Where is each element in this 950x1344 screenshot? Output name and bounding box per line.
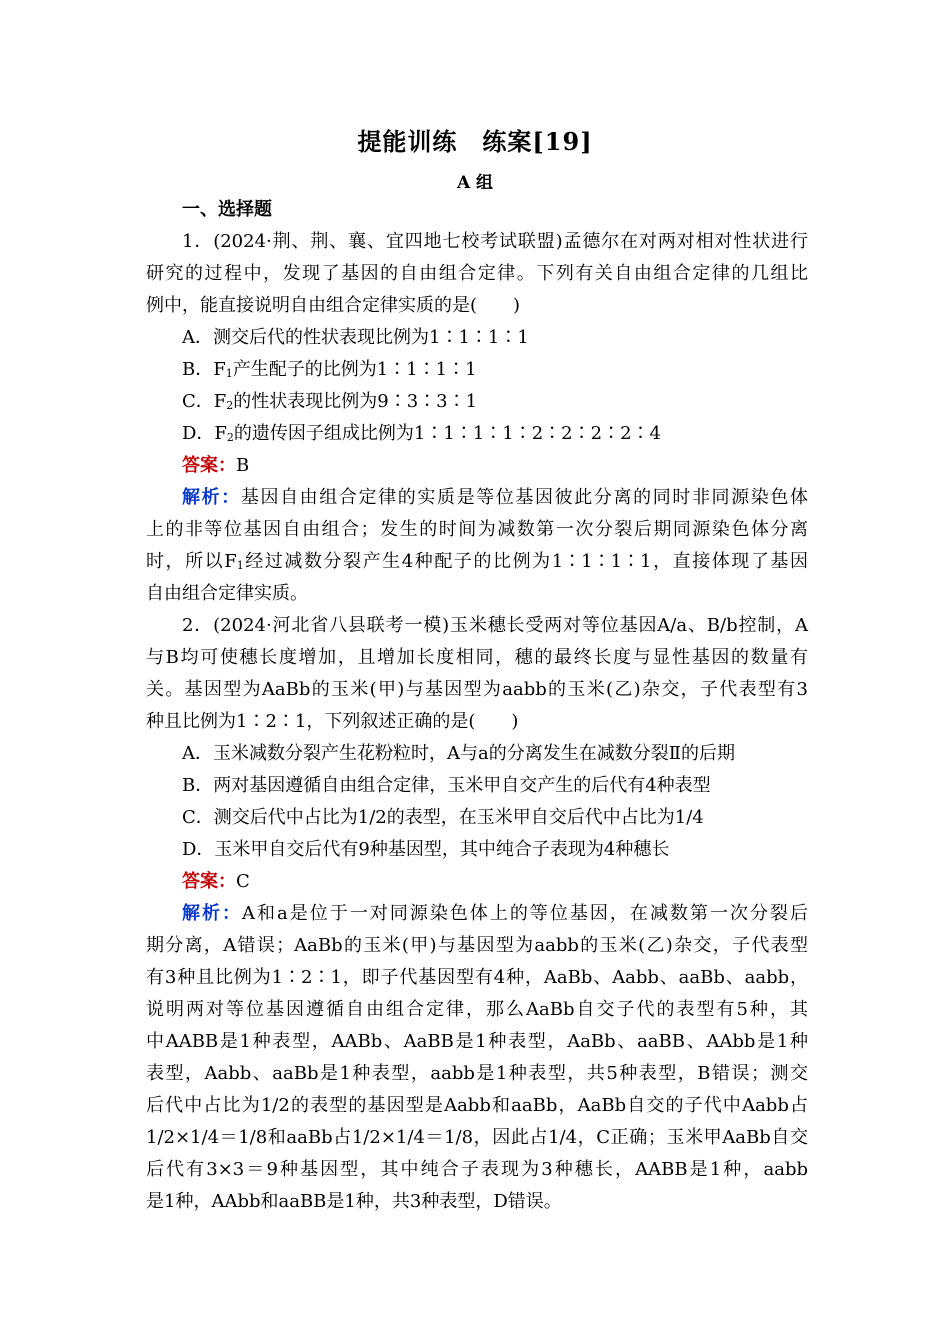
q2-explanation-line-4: 说明两对等位基因遵循自由组合定律，那么AaBb自交子代的表型有5种，其 bbox=[146, 999, 808, 1020]
q1-option-b-post: 产生配子的比例为1∶1∶1∶1 bbox=[232, 359, 477, 380]
q2-explanation-label: 解析： bbox=[182, 903, 243, 924]
section-heading: 一、选择题 bbox=[182, 199, 272, 220]
q1-explanation-text-3a: 时，所以F bbox=[146, 551, 237, 572]
q1-stem-line-2: 研究的过程中，发现了基因的自由组合定律。下列有关自由组合定律的几组比 bbox=[146, 263, 808, 284]
page-title: 提能训练 练案[19] bbox=[357, 127, 593, 156]
q1-option-a: A．测交后代的性状表现比例为1∶1∶1∶1 bbox=[182, 327, 529, 348]
q1-explanation-text-3b: 经过减数分裂产生4种配子的比例为1∶1∶1∶1，直接体现了基因 bbox=[243, 551, 808, 572]
q1-option-c-pre: C．F bbox=[182, 391, 227, 412]
q2-explanation-line-10: 是1种，AAbb和aaBB是1种，共3种表型，D错误。 bbox=[146, 1191, 562, 1212]
q2-option-a: A．玉米减数分裂产生花粉粒时，A与a的分离发生在减数分裂Ⅱ的后期 bbox=[182, 743, 735, 764]
q1-explanation-line-1 bbox=[146, 482, 808, 514]
q2-answer-value: C bbox=[236, 871, 250, 892]
q2-stem-line-1: 2．(2024·河北省八县联考一模)玉米穗长受两对等位基因A/a、B/b控制，A bbox=[182, 615, 808, 636]
q1-option-b-sub: 1 bbox=[225, 367, 233, 380]
q2-stem-line-3: 关。基因型为AaBb的玉米(甲)与基因型为aabb的玉米(乙)杂交，子代表型有3 bbox=[146, 679, 808, 700]
q2-option-c: C．测交后代中占比为1/2的表型，在玉米甲自交后代中占比为1/4 bbox=[182, 807, 704, 828]
q1-stem-line-3: 例中，能直接说明自由组合定律实质的是( ) bbox=[146, 295, 521, 316]
q1-explanation-text-1: 基因自由组合定律的实质是等位基因彼此分离的同时非同源染色体 bbox=[240, 487, 809, 508]
q2-explanation-line-2: 期分离，A错误；AaBb的玉米(甲)与基因型为aabb的玉米(乙)杂交，子代表型 bbox=[146, 935, 808, 956]
q1-option-d-post: 的遗传因子组成比例为1∶1∶1∶1∶2∶2∶2∶2∶4 bbox=[233, 423, 661, 444]
q2-explanation-line-8: 1/2×1/4＝1/8和aaBb占1/2×1/4＝1/8，因此占1/4，C正确；玉米甲AaBb自交 bbox=[146, 1127, 808, 1148]
q1-option-b bbox=[146, 354, 808, 386]
q1-stem-line-1: 1．(2024·荆、荆、襄、宜四地七校考试联盟)孟德尔在对两对相对性状进行 bbox=[182, 231, 808, 252]
document-body bbox=[146, 194, 808, 1218]
q2-explanation-line-6: 表型，Aabb、aaBb是1种表型，aabb是1种表型，共5种表型，B错误；测交 bbox=[146, 1063, 808, 1084]
q1-option-c-sub: 2 bbox=[226, 399, 234, 412]
q1-option-b-pre: B．F bbox=[182, 359, 226, 380]
q1-explanation-sub: 1 bbox=[236, 559, 244, 572]
q2-stem-line-2: 与B均可使穗长度增加，且增加长度相同，穗的最终长度与显性基因的数量有 bbox=[146, 647, 808, 668]
q1-answer bbox=[146, 450, 808, 482]
q1-answer-value: B bbox=[236, 455, 250, 476]
q1-explanation-line-3 bbox=[146, 546, 808, 578]
q2-stem-line-4: 种且比例为1∶2∶1，下列叙述正确的是( ) bbox=[146, 711, 519, 732]
q2-explanation-line-3: 有3种且比例为1∶2∶1，即子代基因型有4种，AaBb、Aabb、aaBb、aabb， bbox=[146, 967, 808, 988]
q2-explanation-line-5: 中AABB是1种表型，AABb、AaBB是1种表型，AaBb、aaBB、AAbb是1种 bbox=[146, 1031, 808, 1052]
q2-option-b: B．两对基因遵循自由组合定律，玉米甲自交产生的后代有4种表型 bbox=[182, 775, 711, 796]
q1-option-c-post: 的性状表现比例为9∶3∶3∶1 bbox=[233, 391, 478, 412]
q2-explanation-text-1: A和a是位于一对同源染色体上的等位基因，在减数第一次分裂后 bbox=[242, 903, 808, 924]
q2-answer-label: 答案： bbox=[182, 871, 236, 892]
q1-explanation-label: 解析： bbox=[182, 487, 241, 508]
q2-answer bbox=[146, 866, 808, 898]
q1-option-d-pre: D．F bbox=[182, 423, 227, 444]
q1-option-d bbox=[146, 418, 808, 450]
q1-explanation-line-2: 上的非等位基因自由组合；发生的时间为减数第一次分裂后期同源染色体分离 bbox=[146, 519, 808, 540]
q2-explanation-line-7: 后代中占比为1/2的表型的基因型是Aabb和aaBb，AaBb自交的子代中Aabb占 bbox=[146, 1095, 808, 1116]
q2-option-d: D．玉米甲自交后代有9种基因型，其中纯合子表现为4种穗长 bbox=[182, 839, 670, 860]
group-heading: A 组 bbox=[456, 173, 494, 193]
q2-explanation-line-1 bbox=[146, 898, 808, 930]
q1-explanation-line-4: 自由组合定律实质。 bbox=[146, 583, 308, 604]
q1-answer-label: 答案： bbox=[182, 455, 236, 476]
q1-option-d-sub: 2 bbox=[226, 431, 234, 444]
q1-option-c bbox=[146, 386, 808, 418]
q2-explanation-line-9: 后代有3×3＝9种基因型，其中纯合子表现为3种穗长，AABB是1种，aabb bbox=[146, 1159, 808, 1180]
